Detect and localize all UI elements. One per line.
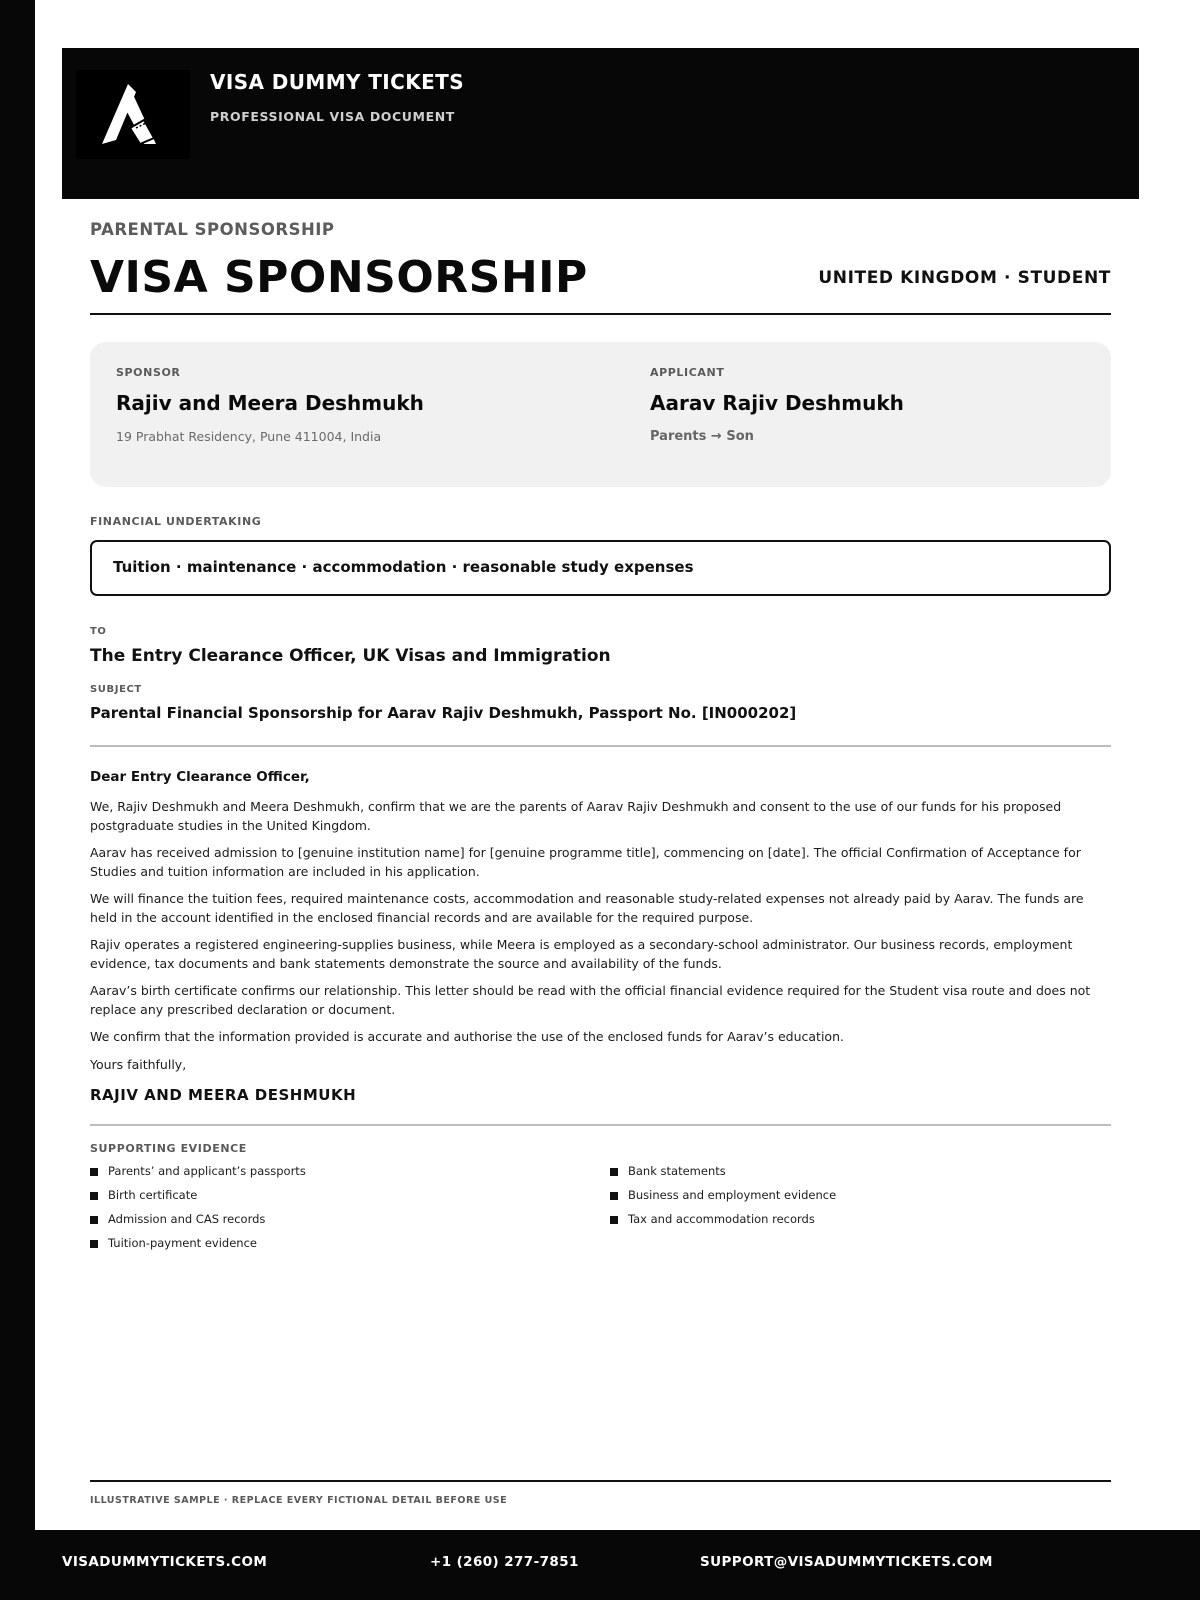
evidence-item (90, 1236, 306, 1260)
square-bullet-icon (610, 1192, 618, 1200)
subject-divider (90, 745, 1111, 747)
evidence-column-left (90, 1164, 306, 1260)
evidence-item-label: Tuition-payment evidence (108, 1236, 257, 1250)
evidence-label: SUPPORTING EVIDENCE (90, 1142, 247, 1155)
evidence-item-label: Parents’ and applicant’s passports (108, 1164, 306, 1178)
letter-paragraph: We confirm that the information provided is accurate and authorise the use of the enclosed funds for Aarav’s education. (90, 1029, 844, 1044)
signatory-name: RAJIV AND MEERA DESHMUKH (90, 1086, 357, 1104)
undertaking-text: Tuition · maintenance · accommodation · reasonable study expenses (113, 558, 694, 576)
square-bullet-icon (90, 1168, 98, 1176)
evidence-item (90, 1188, 306, 1212)
footer-website-link[interactable]: VISADUMMYTICKETS.COM (62, 1554, 268, 1570)
footer-band (0, 1530, 1200, 1600)
evidence-item-label: Bank statements (628, 1164, 726, 1178)
salutation: Dear Entry Clearance Officer, (90, 769, 310, 785)
evidence-item (90, 1212, 306, 1236)
evidence-item-label: Tax and accommodation records (628, 1212, 815, 1226)
letter-paragraph: Aarav’s birth certificate confirms our relationship. This letter should be read with the official financial evidence required for the Student visa route and does not replace any prescribed declaration or document. (90, 983, 1091, 1017)
letter-paragraph: We, Rajiv Deshmukh and Meera Deshmukh, confirm that we are the parents of Aarav Rajiv Deshmukh and consent to the use of our funds for his proposed postgraduate studies in the United Kingdom. (90, 799, 1062, 833)
disclaimer: ILLUSTRATIVE SAMPLE · REPLACE EVERY FICTIONAL DETAIL BEFORE USE (90, 1495, 508, 1506)
undertaking-label: FINANCIAL UNDERTAKING (90, 515, 262, 528)
letter-body (90, 798, 1111, 1083)
letter-paragraph: We will finance the tuition fees, required maintenance costs, accommodation and reasonable study-related expenses not already paid by Aarav. The funds are held in the account identified in the enclosed financial records and are available for the required purpose. (90, 891, 1084, 925)
letter-closing: Yours faithfully, (90, 1056, 187, 1072)
brand-logo (76, 70, 190, 159)
document-eyebrow: PARENTAL SPONSORSHIP (90, 220, 335, 239)
sponsor-label: SPONSOR (116, 366, 181, 379)
square-bullet-icon (610, 1216, 618, 1224)
ticket-mountain-logo-icon (100, 82, 168, 146)
sponsor-address: 19 Prabhat Residency, Pune 411004, India (116, 429, 382, 444)
square-bullet-icon (90, 1216, 98, 1224)
recipient-name: The Entry Clearance Officer, UK Visas and Immigration (90, 646, 611, 666)
square-bullet-icon (90, 1240, 98, 1248)
party-card (90, 342, 1111, 487)
evidence-item (610, 1164, 836, 1188)
applicant-name: Aarav Rajiv Deshmukh (650, 391, 904, 415)
undertaking-box (90, 540, 1111, 596)
applicant-label: APPLICANT (650, 366, 725, 379)
applicant-block (650, 366, 904, 444)
evidence-item-label: Business and employment evidence (628, 1188, 837, 1202)
brand-name: VISA DUMMY TICKETS (210, 70, 465, 94)
evidence-item-label: Admission and CAS records (108, 1212, 266, 1226)
letter-paragraph: Aarav has received admission to [genuine institution name] for [genuine programme title], commencing on [date]. The official Confirmation of Acceptance for Studies and tuition information are included in his application. (90, 845, 1081, 879)
to-label: TO (90, 626, 107, 637)
title-divider (90, 313, 1111, 315)
evidence-column-right (610, 1164, 836, 1236)
evidence-item (610, 1188, 836, 1212)
footer-divider (90, 1480, 1111, 1482)
document-title: VISA SPONSORSHIP (90, 252, 588, 303)
evidence-item (610, 1212, 836, 1236)
signature-divider (90, 1124, 1111, 1126)
applicant-relation: Parents → Son (650, 429, 754, 444)
header-band (62, 48, 1139, 199)
visa-route: UNITED KINGDOM · STUDENT (818, 268, 1111, 288)
subject-line: Parental Financial Sponsorship for Aarav Rajiv Deshmukh, Passport No. [IN000202] (90, 704, 797, 722)
square-bullet-icon (610, 1168, 618, 1176)
evidence-item (90, 1164, 306, 1188)
square-bullet-icon (90, 1192, 98, 1200)
sponsor-block (116, 366, 424, 444)
evidence-item-label: Birth certificate (108, 1188, 198, 1202)
left-accent-bar (0, 0, 35, 1600)
letter-paragraph: Rajiv operates a registered engineering-supplies business, while Meera is employed as a secondary-school administrator. Our business records, employment evidence, tax documents and bank statements demonstrate the source and availability of the funds. (90, 937, 1073, 971)
subject-label: SUBJECT (90, 684, 142, 695)
brand-tagline: PROFESSIONAL VISA DOCUMENT (210, 109, 455, 124)
footer-phone-link[interactable]: +1 (260) 277-7851 (430, 1554, 579, 1570)
sponsor-name: Rajiv and Meera Deshmukh (116, 391, 424, 415)
footer-email-link[interactable]: SUPPORT@VISADUMMYTICKETS.COM (700, 1554, 993, 1570)
